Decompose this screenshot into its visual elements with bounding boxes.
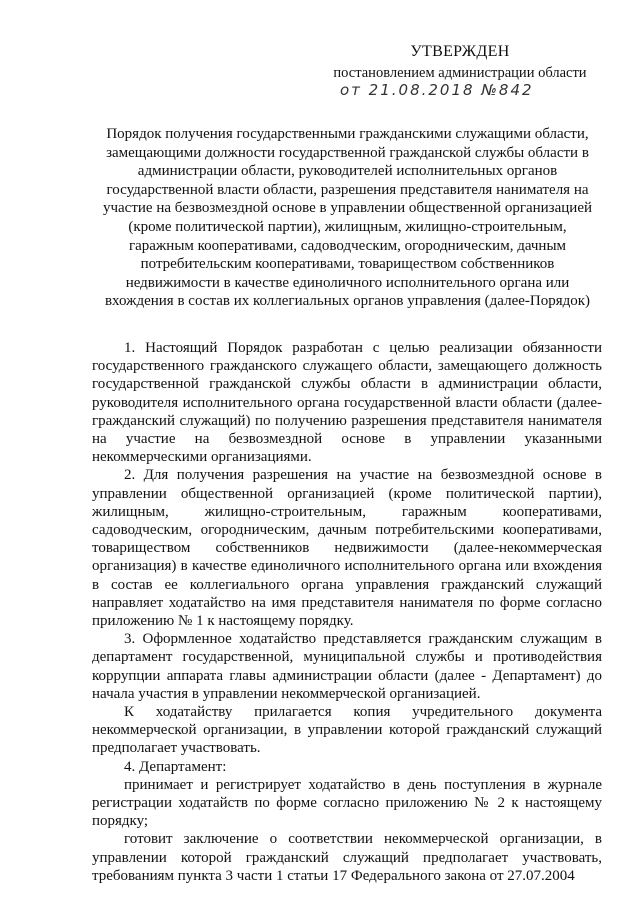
document-title: Порядок получения государственными гражданскими служащими области, замещающими должности государственной гражданской службы области в администрации области, руководителей исполнительных органов государственной власти области, разрешения представителя нанимателя на участие на безвозмездной основе в управлении общественной организацией (кроме политической партии), жилищным, жилищно-строительным, гаражным кооперативами, садоводческим, огородническим, дачным потребительским кооперативами, товариществом собственников недвижимости в качестве единоличного исполнительного органа или вхождения в состав их коллегиальных органов управления (далее-Порядок)	[102, 126, 593, 310]
approved-label: УТВЕРЖДЕН	[410, 43, 510, 60]
paragraph-attachment: К ходатайству прилагается копия учредительного документа некоммерческой организации, в управлении которой гражданский служащий предполагает участвовать.	[92, 704, 602, 757]
document-body	[92, 339, 602, 885]
paragraph-1: 1. Настоящий Порядок разработан с целью реализации обязанности государственного гражданского служащего области, замещающего должность государственной гражданской службы области в администрации области, руководителя исполнительного органа государственной власти области (далее-гражданский служащий) по получению разрешения представителя нанимателя на участие на безвозмездной основе в управлении указанными некоммерческими организациями.	[92, 340, 602, 466]
paragraph-4-registration: принимает и регистрирует ходатайство в день поступления в журнале регистрации ходатайств по форме согласно приложению № 2 к настоящему порядку;	[92, 776, 602, 830]
paragraph-4: 4. Департамент:	[124, 758, 227, 775]
decree-label: постановлением администрации области	[333, 65, 587, 81]
paragraph-3: 3. Оформленное ходатайство представляется гражданским служащим в департамент государственной, муниципальной службы и противодействия коррупции аппарата главы администрации области (далее - Департамент) до начала участия в управлении некоммерческой организацией.	[92, 631, 602, 702]
paragraph-2: 2. Для получения разрешения на участие на безвозмездной основе в управлении общественной организацией (кроме политической партии), жилищным, жилищно-строительным, гаражным кооперативами, садоводческим, огородническим, дачным потребительскими кооперативами, товариществом собственников недвижимости (далее-некоммерческая организация) в качестве единоличного исполнительного органа или вхождения в состав ее коллегиального органа управления гражданский служащий направляет ходатайство на имя представителя нанимателя по форме согласно приложению № 1 к настоящему порядку.	[92, 467, 602, 630]
handwritten-date: от 21.08.2018 №842	[340, 81, 534, 99]
paragraph-4-conclusion: готовит заключение о соответствии некоммерческой организации, в управлении которой гражданский служащий предполагает участвовать, требованиям пункта 3 части 1 статьи 17 Федерального закона от 27.07.2004	[92, 831, 602, 884]
approval-block	[300, 42, 620, 99]
